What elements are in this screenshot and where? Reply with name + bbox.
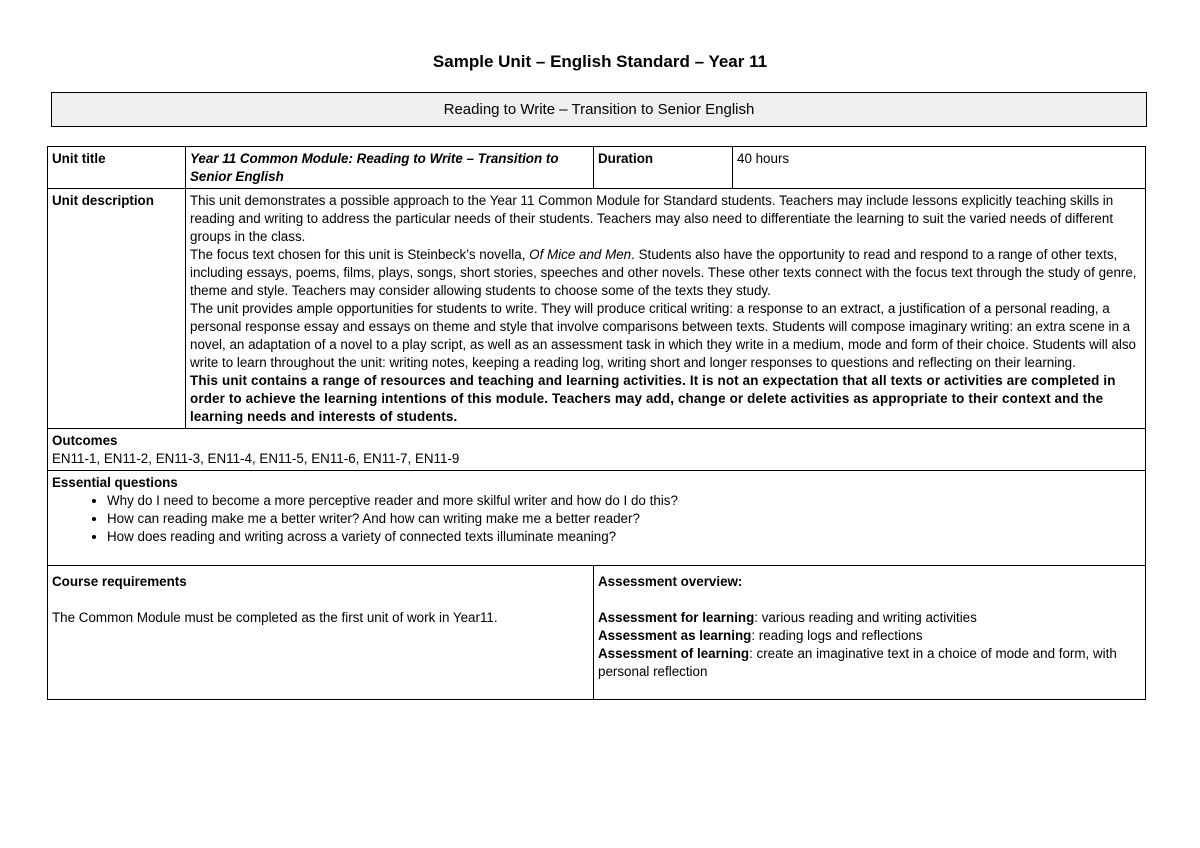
essential-questions-row	[48, 471, 1146, 566]
unit-title-row	[48, 147, 1146, 189]
assessment-as-label: Assessment as learning	[598, 628, 752, 643]
essential-questions-label: Essential questions	[52, 475, 178, 490]
assessment-as-text: : reading logs and reflections	[751, 628, 923, 643]
assessment-overview-label: Assessment overview:	[598, 574, 743, 589]
unit-table	[47, 146, 1146, 700]
assessment-for-label: Assessment for learning	[598, 610, 755, 625]
list-item: • How can reading make me a better writer? And how can writing make me a better reader?	[107, 510, 1141, 528]
module-banner-text: Reading to Write – Transition to Senior English	[443, 101, 755, 118]
essential-questions-cell	[48, 471, 1146, 566]
outcomes-row	[48, 429, 1146, 471]
duration-label: Duration	[594, 147, 733, 189]
assessment-of-learning	[598, 645, 1141, 681]
outcomes-list: EN11-1, EN11-2, EN11-3, EN11-4, EN11-5, EN11-6, EN11-7, EN11-9	[52, 451, 460, 466]
description-paragraph-3: The unit provides ample opportunities for students to write. They will produce critical writing: a response to an extract, a justification of a personal reading, a personal response essay and essays on theme and style that involve comparisons between texts. Students will compose imaginary writing: an extra scene in a novel, an adaptation of a novel to a play script, as well as an assessment task in which they write in a medium, mode and form of their choice. Students will also write to learn throughout the unit: writing notes, keeping a reading log, writing short and longer responses to questions and reflecting on their learning.	[190, 301, 1137, 370]
outcomes-label: Outcomes	[52, 433, 118, 448]
list-item: • Why do I need to become a more perceptive reader and more skilful writer and how do I do this?	[107, 492, 1141, 510]
description-p2-start: The focus text chosen for this unit is Steinbeck’s novella,	[190, 247, 530, 262]
description-p2-end: . Students also have the opportunity to read and respond to a range of other texts, including essays, poems, films, plays, songs, short stories, speeches and other novels. These other texts connect with the focus text through the study of genre, theme and style. Teachers may consider allowing students to choose some of the texts they study.	[190, 247, 1137, 298]
assessment-for-text: : various reading and writing activities	[754, 610, 977, 625]
assessment-for-learning	[598, 609, 1141, 627]
unit-title-value: Year 11 Common Module: Reading to Write – Transition to Senior English	[186, 147, 594, 189]
course-requirements-cell	[48, 566, 594, 700]
unit-description-row	[48, 189, 1146, 429]
unit-description-label: Unit description	[48, 189, 186, 429]
module-banner	[51, 92, 1147, 127]
assessment-as-learning	[598, 627, 1141, 645]
course-requirements-text: The Common Module must be completed as the first unit of work in Year11.	[52, 610, 498, 625]
course-requirements-label: Course requirements	[52, 574, 187, 589]
assessment-of-label: Assessment of learning	[598, 646, 750, 661]
list-item: • How does reading and writing across a variety of connected texts illuminate meaning?	[107, 528, 1141, 546]
unit-title-label: Unit title	[48, 147, 186, 189]
assessment-overview-cell	[594, 566, 1146, 700]
description-note: This unit contains a range of resources and teaching and learning activities. It is not an expectation that all texts or activities are completed in order to achieve the learning intentions of this module. Teachers may add, change or delete activities as appropriate to their context and the learning needs and interests of students.	[190, 373, 1116, 424]
description-paragraph-1: This unit demonstrates a possible approach to the Year 11 Common Module for Standard students. Teachers may include lessons explicitly teaching skills in reading and writing to address the particular needs of their students. Teachers may also need to differentiate the learning to suit the varied needs of different groups in the class.	[190, 193, 1114, 244]
document-title: Sample Unit – English Standard – Year 11	[432, 52, 768, 71]
description-paragraph-2	[190, 246, 1141, 300]
unit-description-content	[186, 189, 1146, 429]
essential-questions-list	[52, 492, 1141, 546]
assessment-of-text: : create an imaginative text in a choice of mode and form, with personal reflection	[598, 646, 1117, 679]
focus-text-title: Of Mice and Men	[529, 247, 632, 262]
requirements-row	[48, 566, 1146, 700]
outcomes-cell	[48, 429, 1146, 471]
duration-value: 40 hours	[733, 147, 1146, 189]
